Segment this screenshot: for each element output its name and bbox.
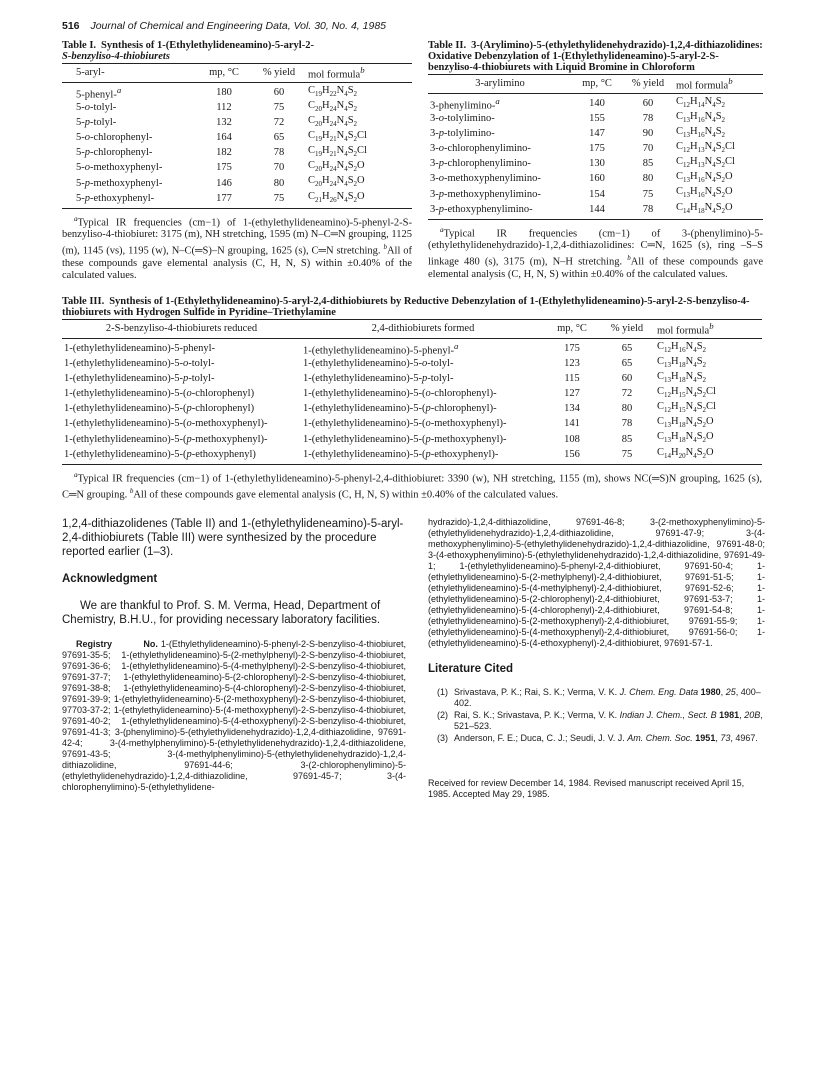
table-1 (62, 63, 412, 209)
cell-yield: 90 (642, 128, 654, 140)
table-row (62, 338, 762, 356)
cell-formula: $C_{20}H_{24}N_4S_2$ (308, 115, 358, 129)
table-2-caption (428, 40, 763, 73)
table-1-col-yield: % yield (252, 64, 306, 83)
cell-yield: 75 (273, 192, 285, 204)
table-3 (62, 319, 762, 465)
table-row (428, 156, 763, 171)
table-row (428, 141, 763, 156)
table-3-col-mp: mp, °C (545, 320, 599, 339)
table-3-caption (62, 296, 762, 318)
cell-yield: 75 (642, 188, 654, 200)
cell-formula: $C_{12}H_{15}N_4S_2Cl$ (657, 386, 716, 400)
cell-aryl: 5-phenyl-$^a$ (76, 84, 122, 100)
cell-arylimino: 3-o-tolylimino- (430, 113, 495, 125)
table-row (428, 171, 763, 186)
cell-yield: 78 (621, 418, 633, 430)
page-number: 516 (62, 20, 80, 32)
cell-formed: 1-(ethylethylideneamino)-5-(p-chlorophenyl)- (303, 403, 497, 415)
table-1-block (62, 40, 412, 282)
cell-yield: 60 (621, 373, 633, 385)
cell-reduced: 1-(ethylethylideneamino)-5-(o-methoxyphenyl)- (64, 418, 268, 430)
cell-yield: 60 (642, 97, 654, 109)
cell-mp: 154 (589, 188, 605, 200)
cell-yield: 78 (273, 147, 285, 159)
cell-formed: 1-(ethylethylideneamino)-5-(p-ethoxyphenyl)- (303, 448, 499, 460)
cell-formula: $C_{14}H_{18}N_4S_2O$ (676, 201, 733, 215)
table-3-col-formula: mol formula$^b$ (655, 320, 762, 339)
cell-mp: 156 (564, 448, 580, 460)
cell-formula: $C_{13}H_{18}N_4S_2O$ (657, 416, 714, 430)
intro-paragraph: 1,2,4-dithiazolidenes (Table II) and 1-(ethylethylideneamino)-5-aryl-2,4-dithiobiurets (Table III) were synthesized by the procedure reported earlier (1–3). (62, 518, 404, 558)
reference-item: (3) Anderson, F. E.; Duca, C. J.; Seudi, J. V. J. Am. Chem. Soc. 1951, 73, 4967. (437, 733, 758, 743)
table-2-col-formula: mol formula$^b$ (674, 75, 763, 94)
cell-mp: 175 (564, 342, 580, 354)
table-1-col-aryl: 5-aryl- (62, 64, 196, 83)
cell-reduced: 1-(ethylethylideneamino)-5-(p-chlorophenyl) (64, 403, 255, 415)
cell-formula: $C_{13}H_{18}N_4S_2$ (657, 356, 707, 370)
cell-mp: 160 (589, 173, 605, 185)
table-1-col-mp: mp, °C (196, 64, 252, 83)
cell-aryl: 5-p-methoxyphenyl- (76, 177, 163, 189)
table-row (428, 186, 763, 201)
cell-mp: 182 (216, 147, 232, 159)
table-1-caption (62, 40, 412, 62)
cell-yield: 80 (273, 177, 285, 189)
cell-formula: $C_{13}H_{18}N_4S_2$ (657, 371, 707, 385)
cell-formula: $C_{20}H_{24}N_4S_2O$ (308, 160, 365, 174)
cell-formula: $C_{13}H_{18}N_4S_2O$ (657, 431, 714, 445)
cell-mp: 180 (216, 86, 232, 98)
table-3-footnote: $^a$Typical IR frequencies (cm−1) of 1-(ethylethylideneamino)-5-phenyl-2,4-dithiobiuret: 3390 (w), NH stretching, 1155 (m), shows NC(═S)N grouping, 1625 (s), C═N grouping. $^b$All of these compounds gave elemental analysis (C, H, N, S) within ±0.40% of the calculated values. (62, 470, 762, 501)
table-3-title: Synthesis of 1-(Ethylethylideneamino)-5-aryl-2,4-dithiobiurets by Reductive Debenzylation of 1-(Ethylethylideneamino)-5-aryl-2-S-benzyliso-4-thiobiurets with Hydrogen Sulfide in Pyridine–Triethylamine (62, 296, 750, 318)
cell-yield: 72 (621, 388, 633, 400)
table-row (62, 145, 412, 160)
cell-formed: 1-(ethylethylideneamino)-5-phenyl-$^a$ (303, 340, 459, 356)
table-1-header (62, 64, 412, 83)
cell-aryl: 5-p-tolyl- (76, 117, 117, 129)
cell-yield: 75 (621, 448, 633, 460)
cell-reduced: 1-(ethylethylideneamino)-5-phenyl- (64, 342, 216, 354)
table-row (62, 175, 412, 190)
table-2 (428, 74, 763, 220)
cell-formula: $C_{13}H_{16}N_4S_2$ (676, 126, 726, 140)
cell-yield: 70 (273, 162, 285, 174)
registry-label: Registry No. (76, 639, 158, 649)
cell-yield: 85 (621, 433, 633, 445)
table-row (62, 82, 412, 100)
cell-mp: 141 (564, 418, 580, 430)
cell-reduced: 1-(ethylethylideneamino)-5-(o-chlorophenyl) (64, 388, 255, 400)
cell-yield: 78 (642, 113, 654, 125)
cell-formed: 1-(ethylethylideneamino)-5-(o-methoxyphenyl)- (303, 418, 507, 430)
cell-formula: $C_{12}H_{13}N_4S_2Cl$ (676, 156, 735, 170)
table-row (62, 401, 762, 416)
acknowledgment-text: We are thankful to Prof. S. M. Verma, Head, Department of Chemistry, B.H.U., for providing necessary laboratory facilities. (62, 600, 381, 626)
table-2-title: 3-(Arylimino)-5-(ethylethylidenehydrazido)-1,2,4-dithiazolidines: Oxidative Debenzylation of 1-(Ethylethylideneamino)-5-aryl-2-S-benzyliso-4-thiobiurets with Liquid Bromine in Chloroform (428, 40, 763, 73)
cell-formed: 1-(ethylethylideneamino)-5-p-tolyl- (303, 373, 454, 385)
table-2-footnote: $^a$Typical IR frequencies (cm−1) of 3-(phenylimino)-5-(ethylethylidenehydrazido)-1,2,4-dithiazolidines: C═N, 1625 (s), ring –S–S linkage 480 (s), 3175 (m), N–H stretching. $^b$All of these compounds gave elemental analysis (C, H, N, S) within ±0.40% of the calculated values. (428, 225, 763, 280)
cell-formula: $C_{12}H_{15}N_4S_2Cl$ (657, 401, 716, 415)
registry-numbers-right: hydrazido)-1,2,4-dithiazolidine, 97691-46-8; 3-(2-methoxyphenylimino)-5-(ethylethylidenehydrazido)-1,2,4-dithiazolidine, 97691-47-9; 3-(4-methoxyphenylimino)-5-(ethylethylidenehydrazido)-1,2,4-dithiazolidine, 97691-48-0; 3-(4-ethoxyphenylimino)-5-(ethylethylidenehydrazido)-1,2,4-dithiazolidine, 97691-49-1; 1-(ethylethylideneamino)-5-phenyl-2,4-dithiobiuret, 97691-50-4; 1-(ethylethylideneamino)-5-(2-methylphenyl)-2,4-dithiobiuret, 97691-51-5; 1-(ethylethylideneamino)-5-(4-methylphenyl)-2,4-dithiobiuret, 97691-52-6; 1-(ethylethylideneamino)-5-(2-chlorophenyl)-2,4-dithiobiuret, 97691-53-7; 1-(ethylethylideneamino)-5-(4-chlorophenyl)-2,4-dithiobiuret, 97691-54-8; 1-(ethylethylideneamino)-5-(2-methoxyphenyl)-2,4-dithiobiuret, 97691-55-9; 1-(ethylethylideneamino)-5-(4-methoxyphenyl)-2,4-dithiobiuret, 97691-56-0; 1-(ethylethylideneamino)-5-(4-ethoxyphenyl)-2,4-dithiobiuret, 97691-57-1. (428, 517, 765, 648)
cell-reduced: 1-(ethylethylideneamino)-5-o-tolyl- (64, 358, 215, 370)
table-2-label: Table II. (428, 40, 467, 51)
table-row (62, 416, 762, 431)
cell-yield: 65 (273, 132, 285, 144)
table-1-label: Table I. (62, 40, 97, 51)
cell-mp: 134 (564, 403, 580, 415)
literature-heading: Literature Cited (428, 663, 513, 675)
table-row (428, 202, 763, 220)
table-row (428, 93, 763, 111)
cell-mp: 175 (589, 143, 605, 155)
cell-arylimino: 3-p-tolylimino- (430, 128, 495, 140)
cell-mp: 127 (564, 388, 580, 400)
received-note: Received for review December 14, 1984. Revised manuscript received April 15, 1985. Accepted May 29, 1985. (428, 778, 745, 799)
cell-formula: $C_{12}H_{13}N_4S_2Cl$ (676, 141, 735, 155)
cell-arylimino: 3-o-chlorophenylimino- (430, 143, 531, 155)
cell-mp: 130 (589, 158, 605, 170)
table-row (62, 431, 762, 446)
table-row (62, 100, 412, 115)
table-3-col-reduced: 2-S-benzyliso-4-thiobiurets reduced (62, 320, 301, 339)
cell-formed: 1-(ethylethylideneamino)-5-(p-methoxyphenyl)- (303, 433, 507, 445)
cell-mp: 123 (564, 358, 580, 370)
cell-formula: $C_{12}H_{14}N_4S_2$ (676, 95, 726, 109)
cell-aryl: 5-p-ethoxyphenyl- (76, 192, 155, 204)
cell-formula: $C_{20}H_{24}N_4S_2O$ (308, 175, 365, 189)
cell-mp: 108 (564, 433, 580, 445)
cell-mp: 147 (589, 128, 605, 140)
table-row (62, 115, 412, 130)
cell-mp: 112 (216, 102, 232, 114)
table-2-col-mp: mp, °C (572, 75, 622, 94)
cell-arylimino: 3-phenylimino-$^a$ (430, 95, 500, 111)
cell-mp: 175 (216, 162, 232, 174)
cell-formula: $C_{12}H_{16}N_4S_2$ (657, 340, 707, 354)
table-2-col-name: 3-arylimino (428, 75, 572, 94)
table-2-header (428, 75, 763, 94)
journal-citation: Journal of Chemical and Engineering Data, Vol. 30, No. 4, 1985 (90, 20, 386, 32)
cell-yield: 70 (642, 143, 654, 155)
table-1-title-2: S-benzyliso-4-thiobiurets (62, 51, 170, 62)
cell-formed: 1-(ethylethylideneamino)-5-(o-chlorophenyl)- (303, 388, 497, 400)
table-3-col-formed: 2,4-dithiobiurets formed (301, 320, 545, 339)
table-row (62, 447, 762, 465)
cell-aryl: 5-o-chlorophenyl- (76, 132, 153, 144)
reference-item: (1) Srivastava, P. K.; Rai, S. K.; Verma, V. K. J. Chem. Eng. Data 1980, 25, 400–402. (437, 687, 761, 708)
cell-arylimino: 3-p-methoxyphenylimino- (430, 188, 541, 200)
reference-item: (2) Rai, S. K.; Srivastava, P. K.; Verma, V. K. Indian J. Chem., Sect. B 1981, 20B, 521–523. (437, 710, 763, 731)
cell-reduced: 1-(ethylethylideneamino)-5-p-tolyl- (64, 373, 215, 385)
cell-mp: 132 (216, 117, 232, 129)
table-3-label: Table III. (62, 296, 105, 307)
cell-yield: 75 (273, 102, 285, 114)
table-row (62, 386, 762, 401)
cell-formula: $C_{13}H_{16}N_4S_2$ (676, 111, 726, 125)
cell-mp: 164 (216, 132, 232, 144)
cell-formula: $C_{14}H_{20}N_4S_2O$ (657, 446, 714, 460)
right-column (428, 517, 765, 800)
cell-mp: 144 (589, 203, 605, 215)
reference-list (428, 687, 765, 744)
cell-arylimino: 3-p-ethoxyphenylimino- (430, 203, 533, 215)
cell-mp: 177 (216, 192, 232, 204)
cell-arylimino: 3-o-methoxyphenylimino- (430, 173, 541, 185)
cell-yield: 60 (273, 86, 285, 98)
table-2-block (428, 40, 763, 281)
table-1-col-formula: mol formula$^b$ (306, 64, 412, 83)
cell-arylimino: 3-p-chlorophenylimino- (430, 158, 531, 170)
cell-yield: 85 (642, 158, 654, 170)
table-3-header (62, 320, 762, 339)
cell-formula: $C_{19}H_{21}N_4S_2Cl$ (308, 145, 367, 159)
table-row (62, 130, 412, 145)
cell-yield: 65 (621, 358, 633, 370)
table-3-block (62, 296, 762, 502)
table-row (428, 111, 763, 126)
cell-mp: 140 (589, 97, 605, 109)
cell-mp: 155 (589, 113, 605, 125)
cell-aryl: 5-o-tolyl- (76, 102, 117, 114)
cell-aryl: 5-o-methoxyphenyl- (76, 162, 163, 174)
left-column (62, 517, 406, 793)
cell-formula: $C_{19}H_{22}N_4S_2$ (308, 84, 358, 98)
cell-formed: 1-(ethylethylideneamino)-5-o-tolyl- (303, 358, 454, 370)
cell-reduced: 1-(ethylethylideneamino)-5-(p-ethoxyphenyl) (64, 448, 256, 460)
registry-numbers-left: Registry No. 1-(Ethylethylideneamino)-5-phenyl-2-S-benzyliso-4-thiobiuret, 97691-35-5; 1-(ethylethylideneamino)-5-(2-methylphenyl)-2-S-benzyliso-4-thiobiuret, 97691-36-6; 1-(ethylethylideneamino)-5-(4-methylphenyl)-2-S-benzyliso-4-thiobiuret, 97691-37-7; 1-(ethylethylideneamino)-5-(2-chlorophenyl)-2-S-benzyliso-4-thiobiuret, 97691-38-8; 1-(ethylethylideneamino)-5-(4-chlorophenyl)-2-S-benzyliso-4-thiobiuret, 97691-39-9; 1-(ethylethylideneamino)-5-(2-methoxyphenyl)-2-S-benzyliso-4-thiobiuret, 97703-37-2; 1-(ethylethylideneamino)-5-(4-methoxyphenyl)-2-S-benzyliso-4-thiobiuret, 97691-40-2; 1-(ethylethylideneamino)-5-(4-ethoxyphenyl)-2-S-benzyliso-4-thiobiuret, 97691-41-3; 3-(phenylimino)-5-(ethylethylidenehydrazido)-1,2,4-dithiazolidine, 97691-42-4; 3-(4-methylphenylimino)-5-(ethylethylidenehydrazido)-1,2,4-dithiazolidene, 97691-43-5; 3-(4-methylphenylimino)-5-(ethylethylidenehydrazido)-1,2,4-dithiazolidine, 97691-44-6; 3-(2-chlorophenylimino)-5-(ethylethylidenehydrazido)-1,2,4-dithiazolidine, 97691-45-7; 3-(4-chlorophenylimino)-5-(ethylethylidene- (62, 639, 406, 792)
cell-formula: $C_{21}H_{26}N_4S_2O$ (308, 190, 365, 204)
table-row (62, 356, 762, 371)
cell-formula: $C_{13}H_{16}N_4S_2O$ (676, 186, 733, 200)
cell-formula: $C_{19}H_{21}N_4S_2Cl$ (308, 130, 367, 144)
table-2-col-yield: % yield (622, 75, 674, 94)
cell-formula: $C_{20}H_{24}N_4S_2$ (308, 100, 358, 114)
running-head (62, 20, 386, 32)
cell-mp: 115 (564, 373, 580, 385)
table-1-title: Synthesis of 1-(Ethylethylideneamino)-5-aryl-2- (101, 40, 314, 51)
cell-aryl: 5-p-chlorophenyl- (76, 147, 153, 159)
cell-mp: 146 (216, 177, 232, 189)
table-row (62, 191, 412, 209)
table-1-footnote: $^a$Typical IR frequencies (cm−1) of 1-(ethylethylideneamino)-5-phenyl-2-S-benzyliso-4-thiobiuret: 3175 (m), NH stretching, 1595 (m) N–C═N grouping, 1125 (m), 1145 (vs), 1195 (w), N–C(═S)–N grouping, 1625 (s), C═N stretching. $^b$All of these compounds gave elemental analysis (C, H, N, S) within ±0.40% of the calculated values. (62, 214, 413, 281)
acknowledgment-heading: Acknowledgment (62, 573, 158, 585)
table-row (62, 371, 762, 386)
table-row (428, 126, 763, 141)
table-3-col-yield: % yield (599, 320, 655, 339)
table-row (62, 160, 412, 175)
cell-yield: 78 (642, 203, 654, 215)
cell-yield: 72 (273, 117, 285, 129)
cell-yield: 80 (642, 173, 654, 185)
cell-formula: $C_{13}H_{16}N_4S_2O$ (676, 171, 733, 185)
cell-reduced: 1-(ethylethylideneamino)-5-(p-methoxyphenyl)- (64, 433, 268, 445)
cell-yield: 80 (621, 403, 633, 415)
cell-yield: 65 (621, 342, 633, 354)
